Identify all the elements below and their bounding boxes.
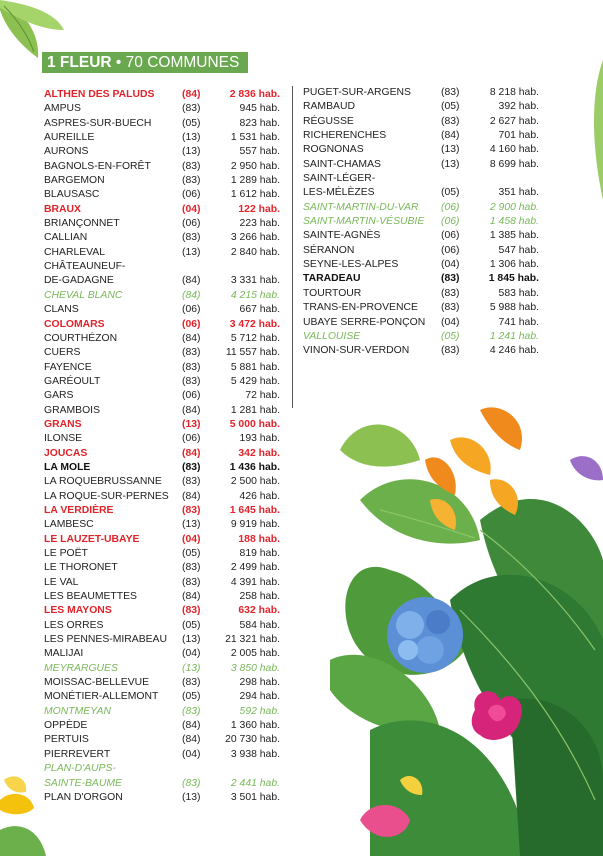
commune-row xyxy=(303,158,539,172)
department-code: (84) xyxy=(182,447,201,459)
commune-row xyxy=(44,762,280,791)
commune-row xyxy=(44,576,280,590)
population: 1 281 hab. xyxy=(230,404,280,416)
department-code: (83) xyxy=(182,232,201,244)
department-code: (84) xyxy=(182,591,201,603)
communes-list-left xyxy=(44,88,280,805)
communes-list-right xyxy=(303,86,539,359)
commune-row xyxy=(44,160,280,174)
department-code: (83) xyxy=(441,273,460,285)
population: 1 289 hab. xyxy=(230,175,280,187)
department-code: (83) xyxy=(441,302,460,314)
commune-row xyxy=(44,346,280,360)
population: 2 627 hab. xyxy=(489,115,539,127)
column-divider xyxy=(292,86,293,408)
commune-row xyxy=(44,404,280,418)
population: 122 hab. xyxy=(238,203,280,215)
commune-name: UBAYE SERRE-PONÇON xyxy=(303,316,426,328)
department-code: (83) xyxy=(441,87,460,98)
population: 294 hab. xyxy=(239,691,280,703)
population: 188 hab. xyxy=(238,533,280,545)
population: 1 458 hab. xyxy=(489,216,539,228)
population: 298 hab. xyxy=(239,677,280,689)
commune-row xyxy=(44,647,280,661)
commune-name: CHARLEVAL xyxy=(44,246,106,258)
department-code: (83) xyxy=(182,777,201,789)
commune-row xyxy=(44,203,280,217)
commune-name: GARÉOULT xyxy=(44,375,101,387)
population: 258 hab. xyxy=(239,591,280,603)
population: 193 hab. xyxy=(239,433,280,445)
department-code: (83) xyxy=(182,677,201,689)
population: 4 215 hab. xyxy=(230,289,280,301)
department-code: (13) xyxy=(182,418,201,430)
commune-row xyxy=(44,662,280,676)
population: 11 557 hab. xyxy=(225,347,280,359)
department-code: (05) xyxy=(182,619,201,631)
population: 20 730 hab. xyxy=(225,734,280,746)
commune-row xyxy=(44,131,280,145)
department-code: (06) xyxy=(182,304,201,316)
department-code: (84) xyxy=(182,404,201,416)
commune-name: SAINT-MARTIN-DU-VAR xyxy=(303,201,419,213)
commune-name: FAYENCE xyxy=(44,361,92,373)
population: 1 645 hab. xyxy=(229,504,280,516)
commune-row xyxy=(303,201,539,215)
commune-name: BLAUSASC xyxy=(44,189,100,201)
department-code: (13) xyxy=(182,791,201,803)
department-code: (05) xyxy=(441,101,460,113)
commune-name: LE VAL xyxy=(44,576,79,588)
department-code: (84) xyxy=(182,275,201,287)
population: 3 850 hab. xyxy=(230,662,280,674)
population: 741 hab. xyxy=(498,316,539,328)
population: 3 472 hab. xyxy=(229,318,280,330)
commune-row xyxy=(44,533,280,547)
commune-name: LA MOLE xyxy=(44,461,91,473)
commune-name: SAINT-LÉGER- LES-MÉLÈZES xyxy=(303,173,376,199)
department-code: (13) xyxy=(182,246,201,258)
population: 2 441 hab. xyxy=(230,777,280,789)
commune-row xyxy=(44,188,280,202)
section-banner: 1 FLEUR • 70 COMMUNES xyxy=(42,52,248,73)
population: 1 385 hab. xyxy=(489,230,539,242)
commune-row xyxy=(303,215,539,229)
commune-row xyxy=(44,490,280,504)
commune-name: ROGNONAS xyxy=(303,144,364,156)
department-code: (83) xyxy=(182,160,201,172)
commune-row xyxy=(44,102,280,116)
commune-row xyxy=(44,590,280,604)
commune-row xyxy=(303,129,539,143)
flower-decoration xyxy=(0,770,50,856)
department-code: (84) xyxy=(182,89,201,100)
commune-name: BRIANÇONNET xyxy=(44,218,120,230)
commune-name: CALLIAN xyxy=(44,232,88,244)
commune-name: LA VERDIÈRE xyxy=(44,504,114,516)
department-code: (06) xyxy=(182,318,201,330)
commune-row xyxy=(44,145,280,159)
department-code: (83) xyxy=(182,347,201,359)
commune-name: ALTHEN DES PALUDS xyxy=(44,89,155,100)
department-code: (84) xyxy=(182,734,201,746)
commune-name: CLANS xyxy=(44,304,79,316)
population: 2 950 hab. xyxy=(230,160,280,172)
leaf-decoration-right xyxy=(588,60,603,200)
commune-name: SAINT-CHAMAS xyxy=(303,158,381,170)
department-code: (84) xyxy=(441,130,460,142)
commune-row xyxy=(303,272,539,286)
population: 4 391 hab. xyxy=(230,576,280,588)
population: 9 919 hab. xyxy=(230,519,280,531)
department-code: (06) xyxy=(182,433,201,445)
commune-row xyxy=(44,518,280,532)
commune-name: LES PENNES-MIRABEAU xyxy=(44,634,167,646)
commune-name: LES MAYONS xyxy=(44,605,112,617)
department-code: (83) xyxy=(182,175,201,187)
commune-row xyxy=(44,174,280,188)
commune-name: PLAN D'ORGON xyxy=(44,791,123,803)
department-code: (04) xyxy=(182,748,201,760)
population: 584 hab. xyxy=(239,619,280,631)
population: 945 hab. xyxy=(239,103,280,115)
department-code: (05) xyxy=(441,187,460,199)
commune-name: MOISSAC-BELLEVUE xyxy=(44,677,150,689)
commune-row xyxy=(44,117,280,131)
department-code: (13) xyxy=(441,158,460,170)
commune-row xyxy=(44,447,280,461)
tropical-plant-illustration xyxy=(330,400,603,856)
population: 3 938 hab. xyxy=(230,748,280,760)
commune-row xyxy=(303,143,539,157)
commune-row xyxy=(44,633,280,647)
department-code: (83) xyxy=(182,375,201,387)
population: 1 360 hab. xyxy=(230,720,280,732)
population: 5 712 hab. xyxy=(230,332,280,344)
department-code: (83) xyxy=(441,287,460,299)
commune-name: MONÉTIER-ALLEMONT xyxy=(44,691,159,703)
population: 1 612 hab. xyxy=(230,189,280,201)
population: 819 hab. xyxy=(239,548,280,559)
commune-row xyxy=(303,287,539,301)
commune-row xyxy=(303,301,539,315)
population: 823 hab. xyxy=(239,117,280,129)
commune-row xyxy=(44,791,280,805)
commune-name: COURTHÉZON xyxy=(44,332,118,344)
commune-row xyxy=(44,88,280,102)
commune-row xyxy=(303,258,539,272)
population: 667 hab. xyxy=(239,304,280,316)
commune-name: TRANS-EN-PROVENCE xyxy=(303,302,418,314)
population: 1 436 hab. xyxy=(229,461,280,473)
commune-row xyxy=(303,115,539,129)
commune-row xyxy=(44,318,280,332)
commune-name: MEYRARGUES xyxy=(44,662,118,674)
department-code: (06) xyxy=(441,244,460,256)
commune-name: ILONSE xyxy=(44,433,83,445)
commune-name: BRAUX xyxy=(44,203,81,215)
department-code: (83) xyxy=(182,103,201,115)
population: 2 900 hab. xyxy=(489,201,539,213)
commune-row xyxy=(44,604,280,618)
department-code: (05) xyxy=(182,691,201,703)
commune-name: AMPUS xyxy=(44,103,81,115)
commune-name: PLAN-D'AUPS- SAINTE-BAUME xyxy=(44,763,122,789)
commune-row xyxy=(44,547,280,561)
population: 8 218 hab. xyxy=(489,87,539,98)
department-code: (83) xyxy=(182,562,201,574)
commune-name: RICHERENCHES xyxy=(303,130,387,142)
population: 392 hab. xyxy=(498,101,539,113)
department-code: (84) xyxy=(182,720,201,732)
department-code: (83) xyxy=(182,361,201,373)
population: 72 hab. xyxy=(245,390,280,402)
commune-row xyxy=(303,330,539,344)
population: 547 hab. xyxy=(498,244,539,256)
commune-row xyxy=(44,418,280,432)
population: 21 321 hab. xyxy=(225,634,280,646)
population: 583 hab. xyxy=(498,287,539,299)
department-code: (06) xyxy=(182,390,201,402)
commune-name: LA ROQUE-SUR-PERNES xyxy=(44,490,169,502)
department-code: (04) xyxy=(182,533,201,545)
commune-name: SAINT-MARTIN-VÉSUBIE xyxy=(303,216,425,228)
commune-name: COLOMARS xyxy=(44,318,105,330)
department-code: (13) xyxy=(182,146,201,158)
commune-name: LE LAUZET-UBAYE xyxy=(44,533,140,545)
commune-row xyxy=(44,748,280,762)
commune-row xyxy=(44,619,280,633)
department-code: (13) xyxy=(182,634,201,646)
department-code: (05) xyxy=(441,330,460,342)
commune-row xyxy=(44,303,280,317)
population: 3 266 hab. xyxy=(230,232,280,244)
commune-name: LA ROQUEBRUSSANNE xyxy=(44,476,162,488)
commune-row xyxy=(44,432,280,446)
commune-name: AURONS xyxy=(44,146,89,158)
commune-row xyxy=(44,246,280,260)
department-code: (06) xyxy=(441,201,460,213)
department-code: (04) xyxy=(441,316,460,328)
population: 2 005 hab. xyxy=(230,648,280,660)
department-code: (06) xyxy=(441,230,460,242)
department-code: (06) xyxy=(182,218,201,230)
population: 5 988 hab. xyxy=(489,302,539,314)
department-code: (05) xyxy=(182,117,201,129)
commune-name: CUERS xyxy=(44,347,81,359)
commune-row xyxy=(303,316,539,330)
department-code: (84) xyxy=(182,289,201,301)
population: 342 hab. xyxy=(238,447,280,459)
department-code: (04) xyxy=(182,648,201,660)
department-code: (13) xyxy=(182,519,201,531)
population: 2 500 hab. xyxy=(230,476,280,488)
population: 223 hab. xyxy=(239,218,280,230)
department-code: (83) xyxy=(182,461,201,473)
commune-row xyxy=(303,229,539,243)
department-code: (84) xyxy=(182,332,201,344)
population: 632 hab. xyxy=(238,605,280,617)
commune-name: RAMBAUD xyxy=(303,101,355,113)
department-code: (05) xyxy=(182,548,201,559)
commune-name: PIERREVERT xyxy=(44,748,111,760)
commune-name: GRANS xyxy=(44,418,82,430)
commune-name: BAGNOLS-EN-FORÊT xyxy=(44,160,151,172)
population: 701 hab. xyxy=(498,130,539,142)
population: 5 881 hab. xyxy=(230,361,280,373)
population: 592 hab. xyxy=(239,705,280,717)
commune-name: VINON-SUR-VERDON xyxy=(303,345,410,357)
commune-name: LE THORONET xyxy=(44,562,118,574)
department-code: (04) xyxy=(441,259,460,271)
commune-row xyxy=(44,690,280,704)
commune-row xyxy=(44,475,280,489)
commune-name: JOUCAS xyxy=(44,447,88,459)
population: 1 531 hab. xyxy=(230,132,280,144)
department-code: (83) xyxy=(182,476,201,488)
commune-name: PERTUIS xyxy=(44,734,89,746)
commune-name: BARGEMON xyxy=(44,175,105,187)
population: 1 241 hab. xyxy=(489,330,539,342)
commune-name: MONTMEYAN xyxy=(44,705,111,717)
commune-row xyxy=(44,231,280,245)
commune-row xyxy=(44,719,280,733)
commune-row xyxy=(303,86,539,100)
population: 2 836 hab. xyxy=(229,89,280,100)
population: 351 hab. xyxy=(498,187,539,199)
commune-row xyxy=(44,676,280,690)
commune-row xyxy=(44,217,280,231)
population: 4 246 hab. xyxy=(489,345,539,357)
commune-row xyxy=(303,100,539,114)
commune-name: PUGET-SUR-ARGENS xyxy=(303,87,411,98)
commune-name: GARS xyxy=(44,390,74,402)
commune-name: SAINTE-AGNÈS xyxy=(303,230,381,242)
commune-name: GRAMBOIS xyxy=(44,404,101,416)
commune-name: TARADEAU xyxy=(303,273,361,285)
commune-name: CHEVAL BLANC xyxy=(44,289,123,301)
commune-row xyxy=(44,361,280,375)
department-code: (13) xyxy=(182,132,201,144)
commune-row xyxy=(44,332,280,346)
department-code: (06) xyxy=(441,216,460,228)
department-code: (83) xyxy=(182,504,201,516)
commune-row xyxy=(44,375,280,389)
population: 5 000 hab. xyxy=(229,418,280,430)
commune-row xyxy=(44,289,280,303)
population: 4 160 hab. xyxy=(489,144,539,156)
commune-name: LE POËT xyxy=(44,548,88,559)
population: 557 hab. xyxy=(239,146,280,158)
commune-name: SEYNE-LES-ALPES xyxy=(303,259,399,271)
commune-row xyxy=(44,733,280,747)
commune-name: LES ORRES xyxy=(44,619,104,631)
population: 1 845 hab. xyxy=(488,273,539,285)
population: 2 840 hab. xyxy=(230,246,280,258)
commune-name: TOURTOUR xyxy=(303,287,362,299)
commune-row xyxy=(303,172,539,201)
commune-name: RÉGUSSE xyxy=(303,115,354,127)
population: 426 hab. xyxy=(239,490,280,502)
population: 1 306 hab. xyxy=(489,259,539,271)
commune-row xyxy=(303,244,539,258)
department-code: (13) xyxy=(441,144,460,156)
department-code: (04) xyxy=(182,203,201,215)
department-code: (83) xyxy=(441,115,460,127)
leaf-decoration xyxy=(0,0,70,60)
population: 3 331 hab. xyxy=(230,275,280,287)
commune-row xyxy=(44,461,280,475)
department-code: (84) xyxy=(182,490,201,502)
commune-name: OPPÈDE xyxy=(44,720,88,732)
commune-name: LAMBESC xyxy=(44,519,94,531)
commune-name: AUREILLE xyxy=(44,132,95,144)
department-code: (83) xyxy=(441,345,460,357)
department-code: (06) xyxy=(182,189,201,201)
commune-name: ASPRES-SUR-BUECH xyxy=(44,117,152,129)
commune-row xyxy=(44,504,280,518)
population: 2 499 hab. xyxy=(230,562,280,574)
commune-row xyxy=(303,344,539,358)
commune-name: CHÂTEAUNEUF- DE-GADAGNE xyxy=(44,261,126,287)
commune-name: MALIJAI xyxy=(44,648,84,660)
population: 3 501 hab. xyxy=(230,791,280,803)
commune-name: LES BEAUMETTES xyxy=(44,591,137,603)
commune-row xyxy=(44,705,280,719)
commune-name: SÉRANON xyxy=(303,244,355,256)
commune-row xyxy=(44,389,280,403)
department-code: (83) xyxy=(182,576,201,588)
department-code: (83) xyxy=(182,705,201,717)
department-code: (83) xyxy=(182,605,201,617)
department-code: (13) xyxy=(182,662,201,674)
population: 8 699 hab. xyxy=(489,158,539,170)
population: 5 429 hab. xyxy=(230,375,280,387)
commune-row xyxy=(44,260,280,289)
commune-row xyxy=(44,561,280,575)
commune-name: VALLOUISE xyxy=(303,330,361,342)
